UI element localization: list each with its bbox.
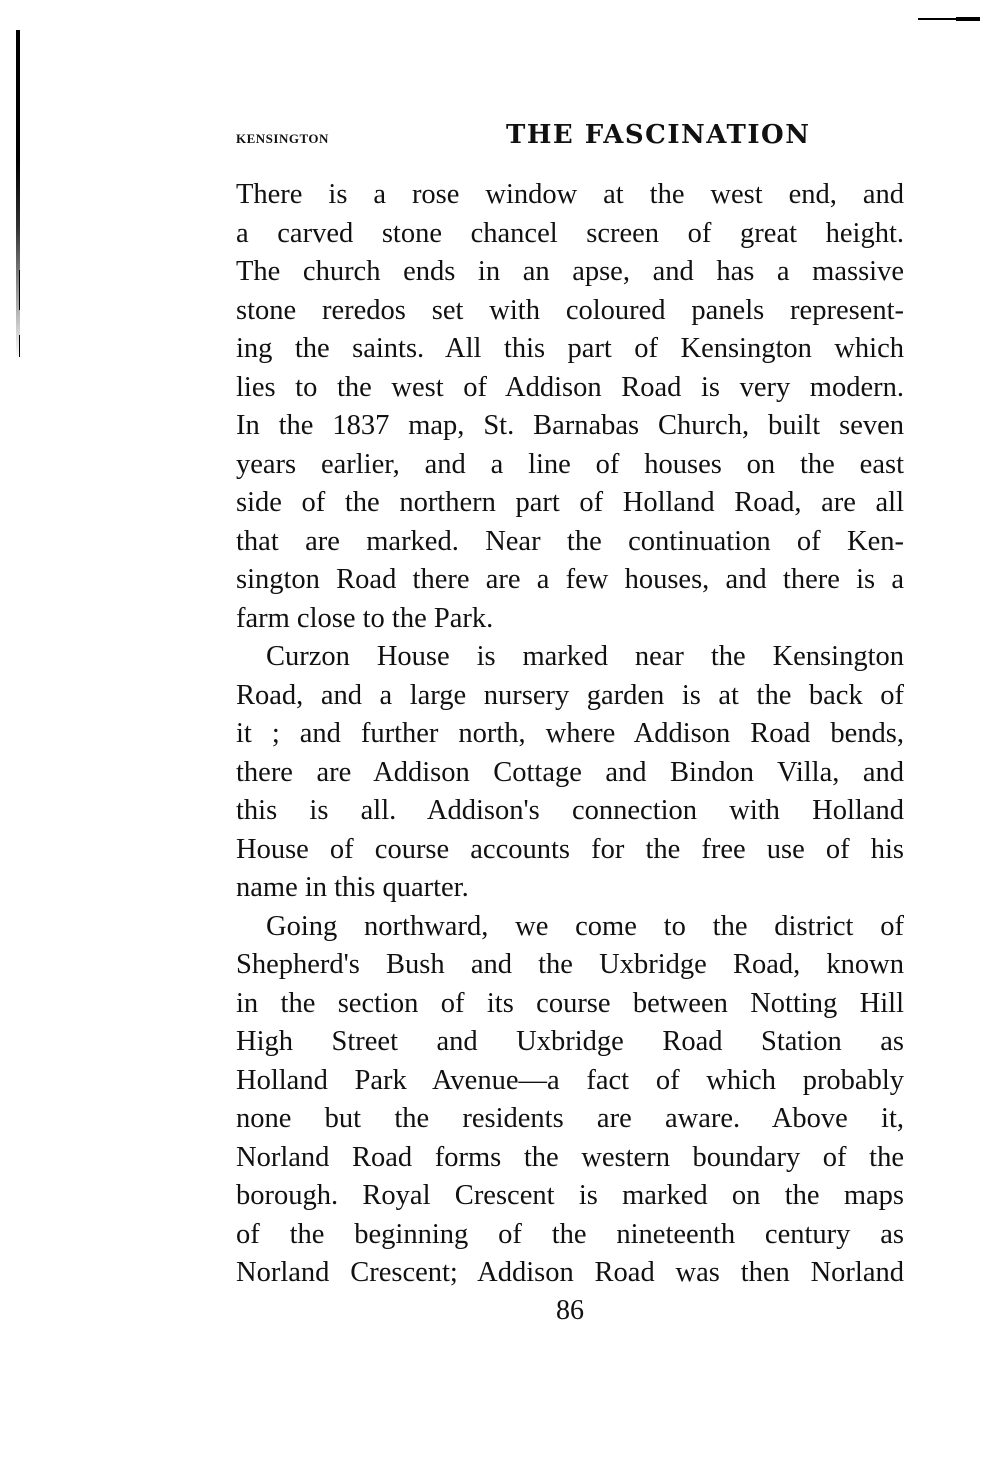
- running-head: [236, 120, 904, 160]
- text-line: Curzon House is marked near the Kensington: [266, 641, 904, 672]
- text-line: in the section of its course between Notting Hill: [236, 987, 904, 1019]
- text-line: Norland Road forms the western boundary of the: [236, 1141, 904, 1173]
- text-line: stone reredos set with coloured panels represent-: [236, 294, 904, 326]
- page-number: 86: [556, 1294, 584, 1326]
- text-line: this is all. Addison's connection with Holland: [236, 795, 904, 826]
- paragraph: [236, 176, 904, 638]
- scan-edge-artifact: [19, 335, 20, 357]
- text-line: side of the northern part of Holland Road, are all: [236, 487, 904, 518]
- text-line: farm close to the Park.: [236, 602, 494, 634]
- scan-corner-artifact: [918, 18, 980, 20]
- text-line: In the 1837 map, St. Barnabas Church, built seven: [236, 410, 904, 441]
- text-line: years earlier, and a line of houses on the east: [236, 448, 904, 480]
- text-line: The church ends in an apse, and has a massive: [236, 256, 904, 287]
- text-line: it ; and further north, where Addison Road bends,: [236, 718, 904, 749]
- text-line: High Street and Uxbridge Road Station as: [236, 1026, 904, 1057]
- scan-edge-artifact: [19, 270, 20, 310]
- text-line: Road, and a large nursery garden is at the back of: [236, 679, 904, 711]
- text-line: Going northward, we come to the district of: [266, 910, 904, 942]
- paragraph: [236, 908, 904, 1293]
- scan-edge-artifact: [16, 30, 20, 360]
- text-line: There is a rose window at the west end, and: [236, 179, 904, 210]
- text-line: ing the saints. All this part of Kensington which: [236, 333, 904, 364]
- text-line: House of course accounts for the free use of his: [236, 833, 904, 865]
- text-line: Shepherd's Bush and the Uxbridge Road, known: [236, 949, 904, 980]
- text-line: none but the residents are aware. Above it,: [236, 1103, 904, 1134]
- text-line: Holland Park Avenue—a fact of which probably: [236, 1064, 904, 1096]
- text-line: sington Road there are a few houses, and there is a: [236, 564, 904, 595]
- text-line: Norland Crescent; Addison Road was then Norland: [236, 1257, 904, 1288]
- book-page: [236, 120, 904, 1327]
- running-head-title: THE FASCINATION: [506, 120, 811, 150]
- paragraph: [236, 638, 904, 908]
- text-line: borough. Royal Crescent is marked on the maps: [236, 1180, 904, 1211]
- body-text: [236, 176, 904, 1293]
- text-line: a carved stone chancel screen of great height.: [236, 217, 904, 249]
- text-line: lies to the west of Addison Road is very modern.: [236, 371, 904, 403]
- running-head-section: KENSINGTON: [236, 131, 329, 146]
- text-line: of the beginning of the nineteenth century as: [236, 1218, 904, 1250]
- text-line: that are marked. Near the continuation of Ken-: [236, 525, 904, 557]
- text-line: name in this quarter.: [236, 872, 469, 903]
- text-line: there are Addison Cottage and Bindon Villa, and: [236, 756, 904, 788]
